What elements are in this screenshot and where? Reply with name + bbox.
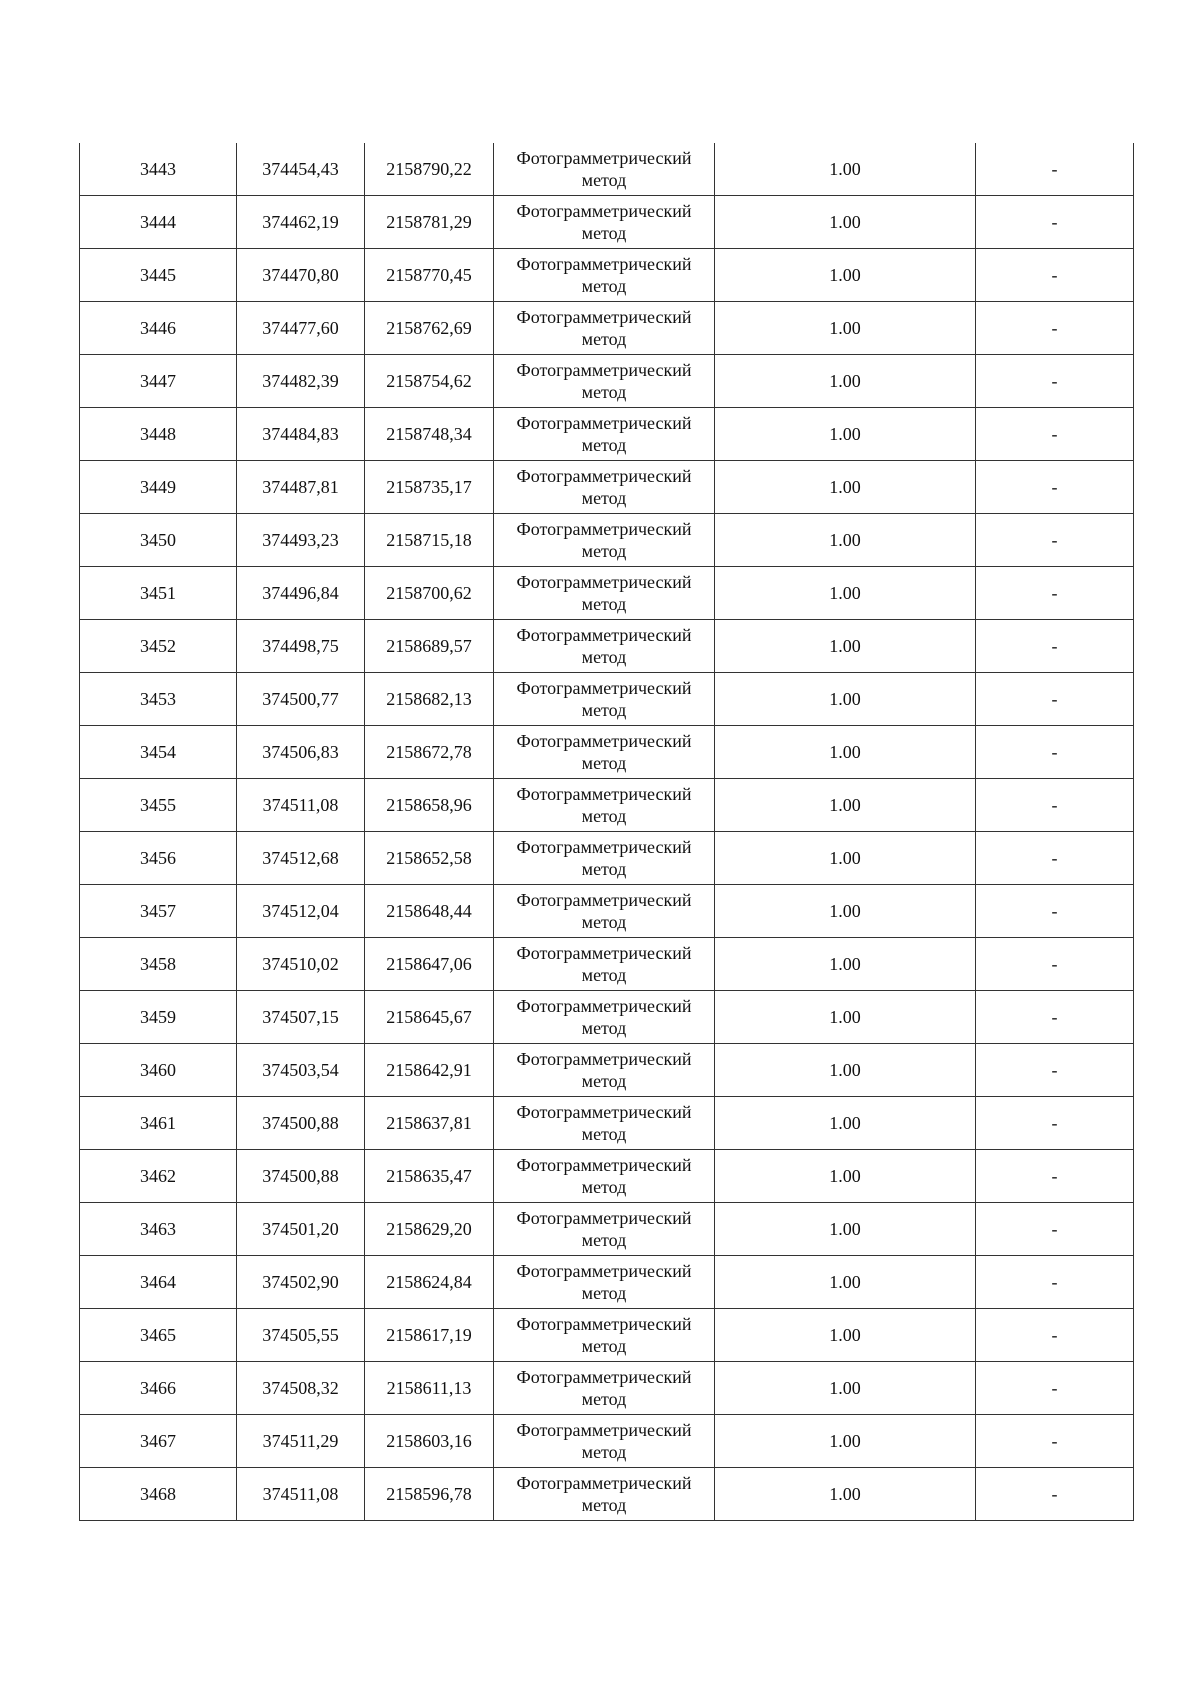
method-text-line2: метод (581, 1230, 627, 1250)
table-row (80, 1203, 1134, 1256)
accuracy-cell: 1.00 (715, 249, 976, 302)
method-text-line1: Фотограмметрический (516, 1102, 692, 1122)
note-cell: - (976, 1415, 1134, 1468)
method-text-line1: Фотограмметрический (516, 1420, 692, 1440)
note-cell: - (976, 938, 1134, 991)
method-text-line2: метод (581, 700, 627, 720)
method-text-line1: Фотограмметрический (516, 148, 692, 168)
note-cell: - (976, 1097, 1134, 1150)
table-row (80, 249, 1134, 302)
y-coordinate-cell: 2158624,84 (365, 1256, 494, 1309)
y-coordinate-cell: 2158648,44 (365, 885, 494, 938)
method-text-line2: метод (581, 647, 627, 667)
method-text-line2: метод (581, 1177, 627, 1197)
method-cell (494, 938, 715, 991)
method-text-line2: метод (581, 382, 627, 402)
point-number-cell: 3449 (80, 461, 237, 514)
y-coordinate-cell: 2158762,69 (365, 302, 494, 355)
method-text-line1: Фотограмметрический (516, 1314, 692, 1334)
method-cell (494, 1044, 715, 1097)
method-text-line2: метод (581, 1389, 627, 1409)
table-row (80, 1309, 1134, 1362)
point-number-cell: 3462 (80, 1150, 237, 1203)
method-text-line2: метод (581, 965, 627, 985)
y-coordinate-cell: 2158629,20 (365, 1203, 494, 1256)
point-number-cell: 3448 (80, 408, 237, 461)
note-cell: - (976, 1044, 1134, 1097)
method-cell (494, 1097, 715, 1150)
accuracy-cell: 1.00 (715, 196, 976, 249)
x-coordinate-cell: 374511,08 (237, 779, 365, 832)
method-text-line2: метод (581, 1071, 627, 1091)
accuracy-cell: 1.00 (715, 832, 976, 885)
table-row (80, 673, 1134, 726)
accuracy-cell: 1.00 (715, 1415, 976, 1468)
x-coordinate-cell: 374501,20 (237, 1203, 365, 1256)
method-text-line2: метод (581, 1018, 627, 1038)
method-text-line1: Фотограмметрический (516, 625, 692, 645)
method-cell (494, 620, 715, 673)
x-coordinate-cell: 374487,81 (237, 461, 365, 514)
method-cell (494, 991, 715, 1044)
method-text-line2: метод (581, 912, 627, 932)
note-cell: - (976, 143, 1134, 196)
method-text-line1: Фотограмметрический (516, 731, 692, 751)
method-cell (494, 1309, 715, 1362)
table-row (80, 779, 1134, 832)
method-cell (494, 302, 715, 355)
table-row (80, 1256, 1134, 1309)
table-row (80, 143, 1134, 196)
method-text-line1: Фотограмметрический (516, 307, 692, 327)
method-text-line2: метод (581, 1124, 627, 1144)
method-text-line1: Фотограмметрический (516, 678, 692, 698)
note-cell: - (976, 461, 1134, 514)
note-cell: - (976, 991, 1134, 1044)
method-text-line2: метод (581, 594, 627, 614)
table-row (80, 726, 1134, 779)
table-row (80, 620, 1134, 673)
coordinates-table-body (80, 143, 1134, 1521)
accuracy-cell: 1.00 (715, 1468, 976, 1521)
point-number-cell: 3451 (80, 567, 237, 620)
accuracy-cell: 1.00 (715, 567, 976, 620)
note-cell: - (976, 885, 1134, 938)
accuracy-cell: 1.00 (715, 302, 976, 355)
method-text-line2: метод (581, 1336, 627, 1356)
table-row (80, 885, 1134, 938)
accuracy-cell: 1.00 (715, 673, 976, 726)
note-cell: - (976, 1309, 1134, 1362)
method-text-line1: Фотограмметрический (516, 1261, 692, 1281)
x-coordinate-cell: 374500,77 (237, 673, 365, 726)
point-number-cell: 3465 (80, 1309, 237, 1362)
method-cell (494, 355, 715, 408)
table-row (80, 302, 1134, 355)
method-text-line2: метод (581, 223, 627, 243)
x-coordinate-cell: 374512,68 (237, 832, 365, 885)
note-cell: - (976, 1256, 1134, 1309)
note-cell: - (976, 673, 1134, 726)
point-number-cell: 3466 (80, 1362, 237, 1415)
method-cell (494, 673, 715, 726)
table-row (80, 567, 1134, 620)
x-coordinate-cell: 374506,83 (237, 726, 365, 779)
note-cell: - (976, 249, 1134, 302)
method-cell (494, 567, 715, 620)
accuracy-cell: 1.00 (715, 1362, 976, 1415)
y-coordinate-cell: 2158611,13 (365, 1362, 494, 1415)
y-coordinate-cell: 2158596,78 (365, 1468, 494, 1521)
x-coordinate-cell: 374500,88 (237, 1150, 365, 1203)
y-coordinate-cell: 2158790,22 (365, 143, 494, 196)
method-cell (494, 249, 715, 302)
accuracy-cell: 1.00 (715, 143, 976, 196)
method-text-line1: Фотограмметрический (516, 996, 692, 1016)
accuracy-cell: 1.00 (715, 1309, 976, 1362)
table-row (80, 938, 1134, 991)
y-coordinate-cell: 2158735,17 (365, 461, 494, 514)
method-cell (494, 408, 715, 461)
note-cell: - (976, 196, 1134, 249)
table-row (80, 1415, 1134, 1468)
note-cell: - (976, 1203, 1134, 1256)
x-coordinate-cell: 374470,80 (237, 249, 365, 302)
point-number-cell: 3457 (80, 885, 237, 938)
method-cell (494, 832, 715, 885)
x-coordinate-cell: 374502,90 (237, 1256, 365, 1309)
point-number-cell: 3446 (80, 302, 237, 355)
method-cell (494, 514, 715, 567)
y-coordinate-cell: 2158770,45 (365, 249, 494, 302)
method-cell (494, 1362, 715, 1415)
method-text-line2: метод (581, 170, 627, 190)
x-coordinate-cell: 374511,29 (237, 1415, 365, 1468)
note-cell: - (976, 1150, 1134, 1203)
point-number-cell: 3464 (80, 1256, 237, 1309)
y-coordinate-cell: 2158635,47 (365, 1150, 494, 1203)
table-row (80, 408, 1134, 461)
point-number-cell: 3453 (80, 673, 237, 726)
method-text-line1: Фотограмметрический (516, 413, 692, 433)
method-cell (494, 779, 715, 832)
point-number-cell: 3467 (80, 1415, 237, 1468)
method-text-line2: метод (581, 859, 627, 879)
y-coordinate-cell: 2158689,57 (365, 620, 494, 673)
y-coordinate-cell: 2158715,18 (365, 514, 494, 567)
method-cell (494, 461, 715, 514)
point-number-cell: 3456 (80, 832, 237, 885)
method-text-line1: Фотограмметрический (516, 519, 692, 539)
x-coordinate-cell: 374510,02 (237, 938, 365, 991)
method-text-line2: метод (581, 541, 627, 561)
method-text-line1: Фотограмметрический (516, 1049, 692, 1069)
accuracy-cell: 1.00 (715, 1150, 976, 1203)
x-coordinate-cell: 374454,43 (237, 143, 365, 196)
x-coordinate-cell: 374500,88 (237, 1097, 365, 1150)
method-text-line2: метод (581, 1442, 627, 1462)
y-coordinate-cell: 2158603,16 (365, 1415, 494, 1468)
method-text-line2: метод (581, 1283, 627, 1303)
method-cell (494, 726, 715, 779)
x-coordinate-cell: 374477,60 (237, 302, 365, 355)
method-text-line1: Фотограмметрический (516, 1473, 692, 1493)
table-row (80, 1044, 1134, 1097)
table-row (80, 196, 1134, 249)
point-number-cell: 3445 (80, 249, 237, 302)
method-text-line2: метод (581, 806, 627, 826)
y-coordinate-cell: 2158781,29 (365, 196, 494, 249)
note-cell: - (976, 1468, 1134, 1521)
x-coordinate-cell: 374462,19 (237, 196, 365, 249)
method-text-line1: Фотограмметрический (516, 201, 692, 221)
method-cell (494, 1150, 715, 1203)
table-row (80, 355, 1134, 408)
note-cell: - (976, 355, 1134, 408)
note-cell: - (976, 302, 1134, 355)
note-cell: - (976, 620, 1134, 673)
table-row (80, 1468, 1134, 1521)
y-coordinate-cell: 2158652,58 (365, 832, 494, 885)
y-coordinate-cell: 2158637,81 (365, 1097, 494, 1150)
point-number-cell: 3455 (80, 779, 237, 832)
method-text-line2: метод (581, 488, 627, 508)
note-cell: - (976, 567, 1134, 620)
y-coordinate-cell: 2158642,91 (365, 1044, 494, 1097)
x-coordinate-cell: 374496,84 (237, 567, 365, 620)
y-coordinate-cell: 2158617,19 (365, 1309, 494, 1362)
method-text-line1: Фотограмметрический (516, 890, 692, 910)
y-coordinate-cell: 2158658,96 (365, 779, 494, 832)
accuracy-cell: 1.00 (715, 355, 976, 408)
x-coordinate-cell: 374507,15 (237, 991, 365, 1044)
method-text-line2: метод (581, 1495, 627, 1515)
method-text-line1: Фотограмметрический (516, 360, 692, 380)
x-coordinate-cell: 374484,83 (237, 408, 365, 461)
accuracy-cell: 1.00 (715, 1203, 976, 1256)
method-text-line2: метод (581, 276, 627, 296)
method-text-line2: метод (581, 329, 627, 349)
method-cell (494, 1468, 715, 1521)
y-coordinate-cell: 2158700,62 (365, 567, 494, 620)
accuracy-cell: 1.00 (715, 620, 976, 673)
method-cell (494, 1203, 715, 1256)
y-coordinate-cell: 2158672,78 (365, 726, 494, 779)
point-number-cell: 3459 (80, 991, 237, 1044)
y-coordinate-cell: 2158748,34 (365, 408, 494, 461)
point-number-cell: 3447 (80, 355, 237, 408)
accuracy-cell: 1.00 (715, 938, 976, 991)
x-coordinate-cell: 374512,04 (237, 885, 365, 938)
note-cell: - (976, 779, 1134, 832)
x-coordinate-cell: 374511,08 (237, 1468, 365, 1521)
method-text-line1: Фотограмметрический (516, 572, 692, 592)
method-text-line1: Фотограмметрический (516, 837, 692, 857)
accuracy-cell: 1.00 (715, 991, 976, 1044)
note-cell: - (976, 832, 1134, 885)
method-text-line1: Фотограмметрический (516, 1155, 692, 1175)
x-coordinate-cell: 374482,39 (237, 355, 365, 408)
method-cell (494, 1415, 715, 1468)
method-text-line1: Фотограмметрический (516, 784, 692, 804)
y-coordinate-cell: 2158645,67 (365, 991, 494, 1044)
table-row (80, 991, 1134, 1044)
note-cell: - (976, 408, 1134, 461)
method-text-line1: Фотограмметрический (516, 943, 692, 963)
point-number-cell: 3450 (80, 514, 237, 567)
method-text-line2: метод (581, 435, 627, 455)
method-text-line1: Фотограмметрический (516, 1208, 692, 1228)
point-number-cell: 3468 (80, 1468, 237, 1521)
point-number-cell: 3454 (80, 726, 237, 779)
y-coordinate-cell: 2158754,62 (365, 355, 494, 408)
accuracy-cell: 1.00 (715, 514, 976, 567)
accuracy-cell: 1.00 (715, 1044, 976, 1097)
y-coordinate-cell: 2158682,13 (365, 673, 494, 726)
point-number-cell: 3458 (80, 938, 237, 991)
point-number-cell: 3452 (80, 620, 237, 673)
coordinates-table (79, 143, 1134, 1521)
note-cell: - (976, 514, 1134, 567)
point-number-cell: 3460 (80, 1044, 237, 1097)
accuracy-cell: 1.00 (715, 1256, 976, 1309)
accuracy-cell: 1.00 (715, 1097, 976, 1150)
table-row (80, 832, 1134, 885)
method-text-line1: Фотограмметрический (516, 1367, 692, 1387)
y-coordinate-cell: 2158647,06 (365, 938, 494, 991)
method-text-line2: метод (581, 753, 627, 773)
point-number-cell: 3444 (80, 196, 237, 249)
point-number-cell: 3463 (80, 1203, 237, 1256)
x-coordinate-cell: 374503,54 (237, 1044, 365, 1097)
accuracy-cell: 1.00 (715, 726, 976, 779)
accuracy-cell: 1.00 (715, 779, 976, 832)
method-cell (494, 885, 715, 938)
point-number-cell: 3443 (80, 143, 237, 196)
method-cell (494, 143, 715, 196)
accuracy-cell: 1.00 (715, 885, 976, 938)
table-row (80, 514, 1134, 567)
x-coordinate-cell: 374493,23 (237, 514, 365, 567)
table-row (80, 1362, 1134, 1415)
note-cell: - (976, 1362, 1134, 1415)
method-cell (494, 1256, 715, 1309)
x-coordinate-cell: 374508,32 (237, 1362, 365, 1415)
method-cell (494, 196, 715, 249)
table-row (80, 461, 1134, 514)
method-text-line1: Фотограмметрический (516, 466, 692, 486)
x-coordinate-cell: 374505,55 (237, 1309, 365, 1362)
note-cell: - (976, 726, 1134, 779)
table-row (80, 1097, 1134, 1150)
accuracy-cell: 1.00 (715, 461, 976, 514)
method-text-line1: Фотограмметрический (516, 254, 692, 274)
accuracy-cell: 1.00 (715, 408, 976, 461)
table-row (80, 1150, 1134, 1203)
x-coordinate-cell: 374498,75 (237, 620, 365, 673)
point-number-cell: 3461 (80, 1097, 237, 1150)
